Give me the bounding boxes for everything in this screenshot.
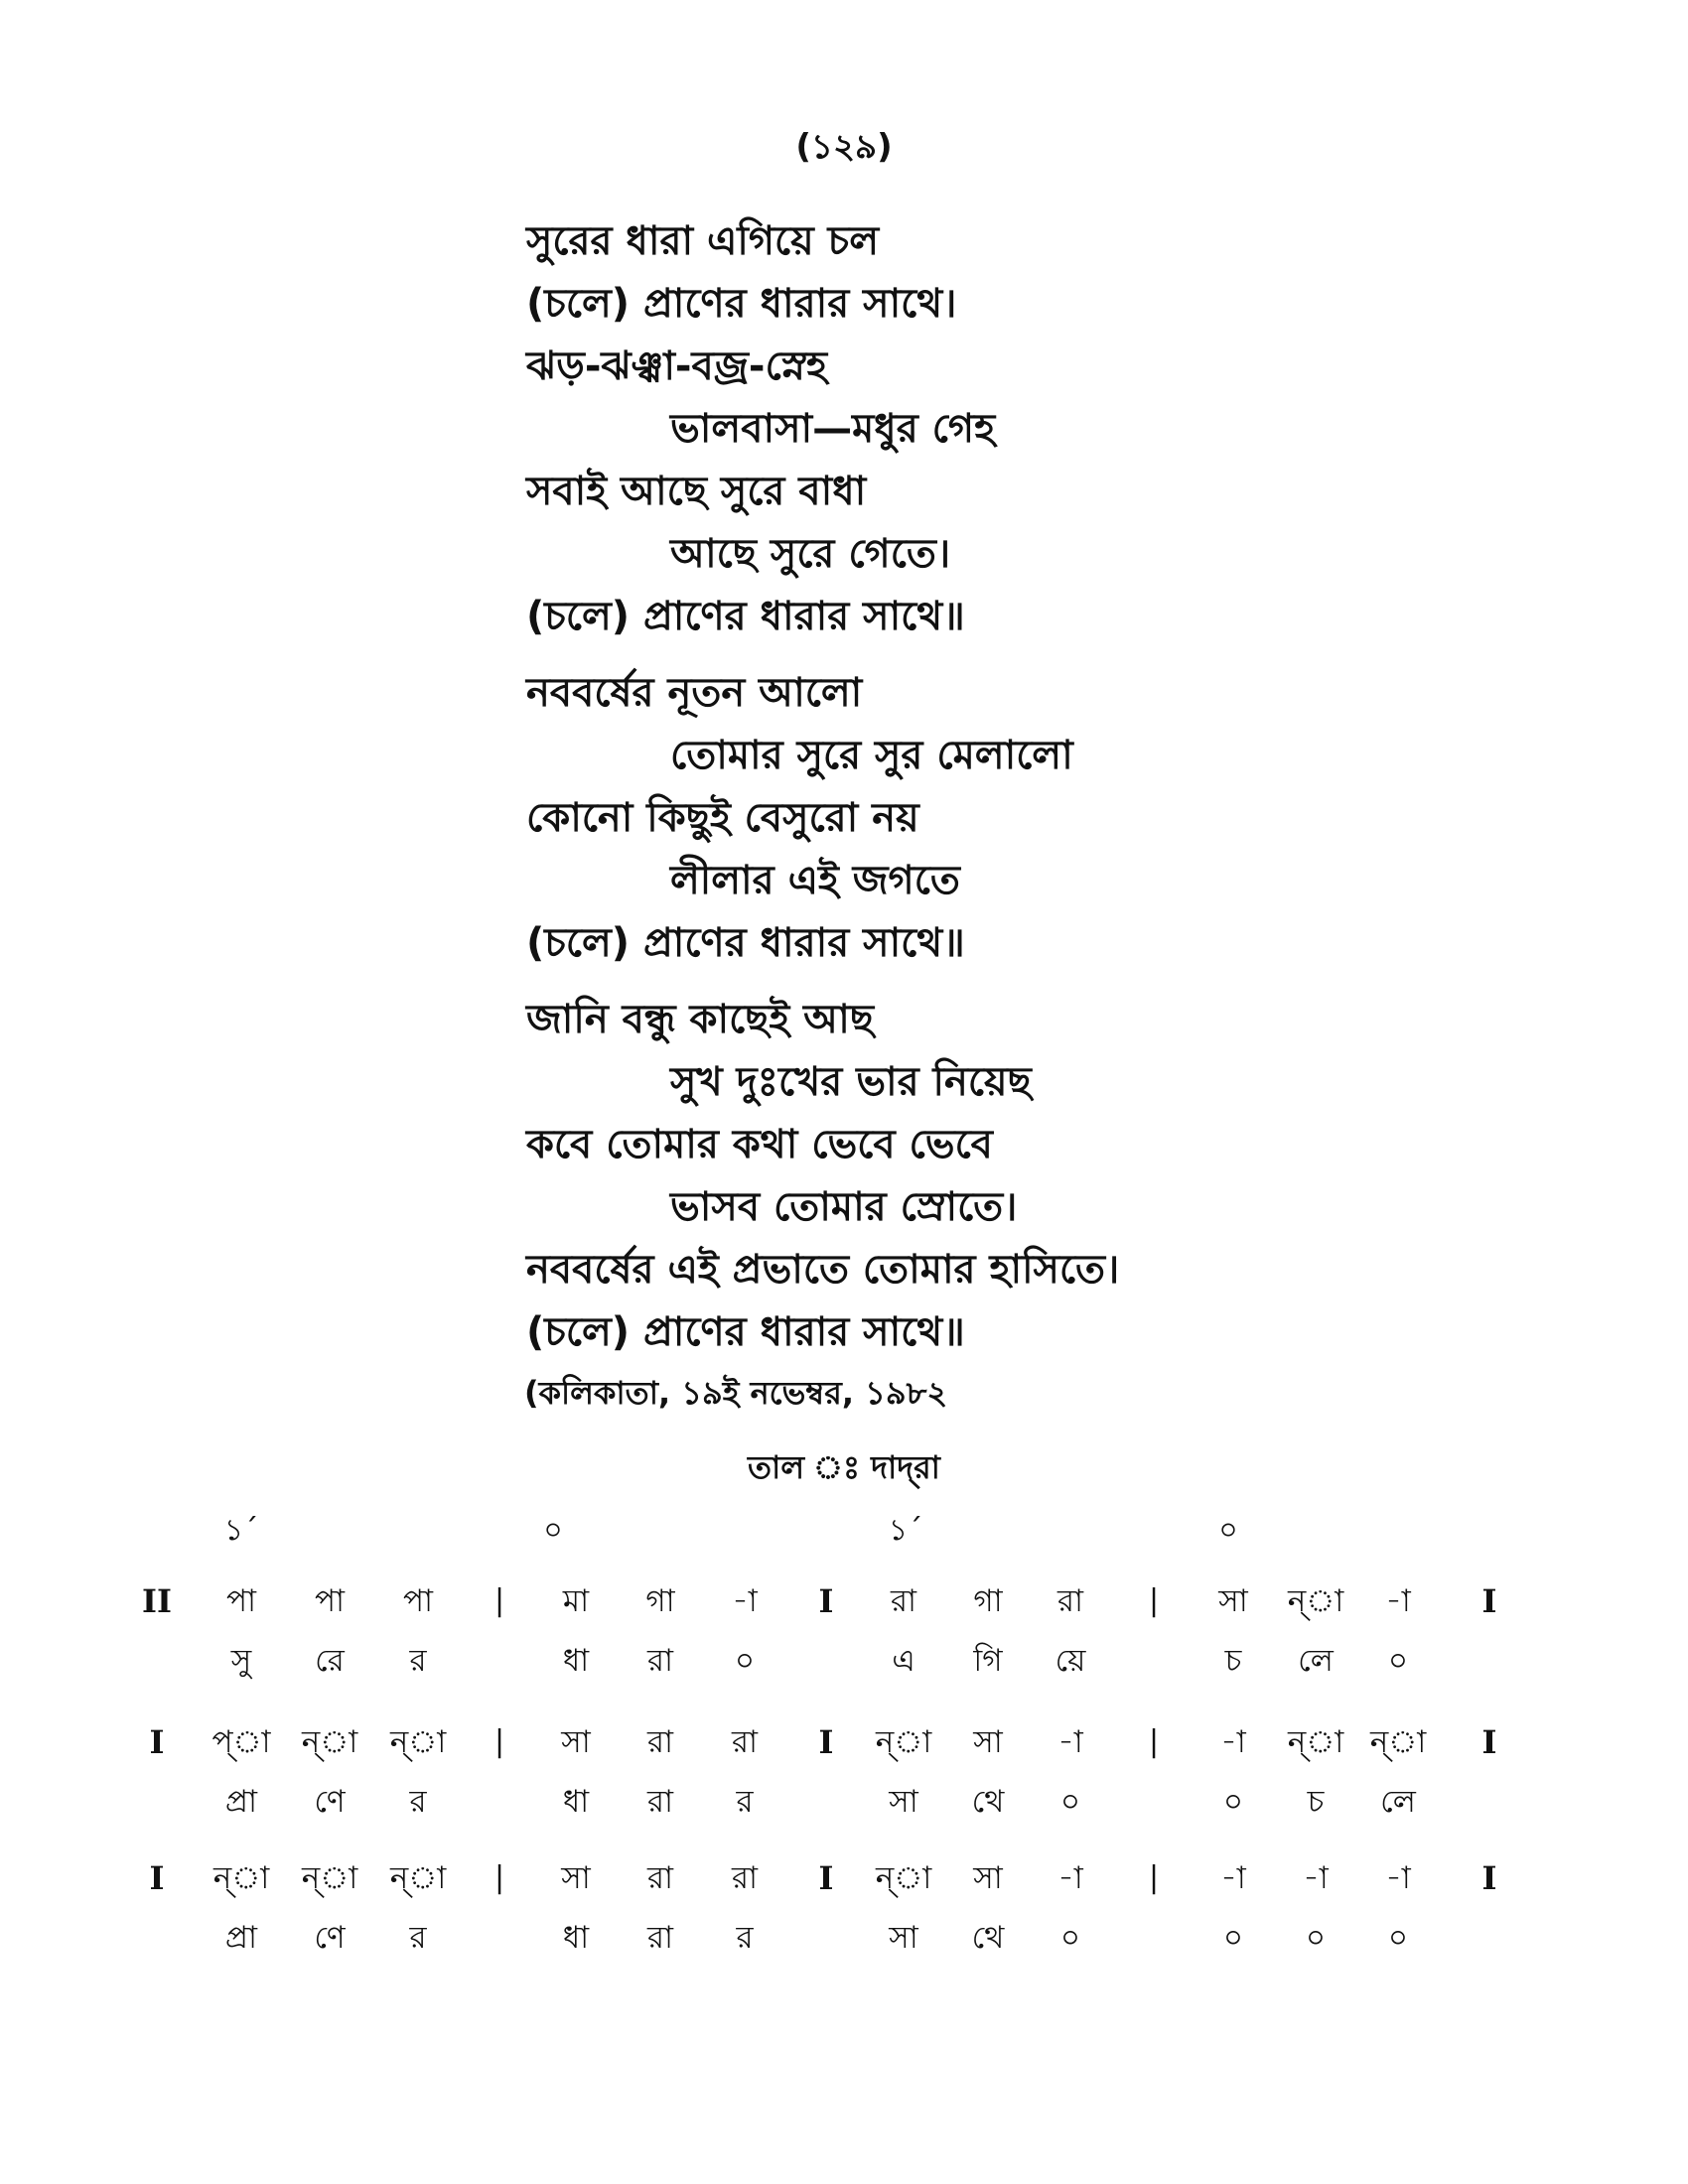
lyric-line: সবাই আছে সুরে বাধা (526, 469, 867, 514)
note: ন্‌া (875, 1860, 932, 1896)
lyric-line: নববর্ষের এই প্রভাতে তোমার হাসিতে। (526, 1247, 1120, 1293)
bar-line-start: I (149, 1723, 165, 1761)
bar-line: | (1148, 1860, 1160, 1895)
bar-line: | (493, 1724, 505, 1759)
note: পা (402, 1583, 434, 1619)
bar-line: I (818, 1859, 834, 1897)
lyric-syllable: ণে (314, 1784, 346, 1820)
lyric-line: জানি বন্ধু কাছেই আছ (526, 997, 875, 1042)
lyric-line: আছে সুরে গেতে। (670, 531, 951, 577)
tala-heading: তাল ঃ দাদ্‌রা (748, 1448, 940, 1486)
note: -া (1385, 1860, 1411, 1896)
lyric-line: সুখ দুঃখের ভার নিয়েছ (670, 1059, 1032, 1105)
lyric-syllable: লে (1380, 1784, 1416, 1820)
note: ন্‌া (1287, 1724, 1344, 1760)
note: ন্‌া (875, 1724, 932, 1760)
lyric-syllable: ০ (1222, 1784, 1244, 1820)
lyric-line: (চলে) প্রাণের ধারার সাথে। (526, 281, 957, 327)
lyric-syllable: ধা (562, 1643, 590, 1679)
note: ন্‌া (1287, 1583, 1344, 1619)
bar-line-end: I (1481, 1582, 1497, 1620)
note: সা (973, 1860, 1003, 1896)
lyric-line: (চলে) প্রাণের ধারার সাথে॥ (526, 920, 965, 966)
lyric-line: ঝড়-ঝঞ্ঝা-বজ্র-স্নেহ (526, 343, 828, 389)
beat-mark: ১´ (888, 1513, 923, 1548)
lyric-syllable: এ (892, 1643, 915, 1679)
bar-line: | (493, 1860, 505, 1895)
lyric-syllable: রা (646, 1920, 674, 1956)
lyric-syllable: ০ (1059, 1920, 1081, 1956)
note: গা (973, 1583, 1003, 1619)
note: -া (1057, 1724, 1083, 1760)
note: ন্‌া (389, 1724, 447, 1760)
note: রা (731, 1724, 759, 1760)
lyric-syllable: ০ (1387, 1920, 1409, 1956)
lyric-syllable: লে (1298, 1643, 1334, 1679)
lyric-syllable: চ (1224, 1643, 1242, 1679)
lyric-syllable: ধা (562, 1784, 590, 1820)
lyric-line: ভাসব তোমার স্রোতে। (670, 1184, 1018, 1230)
lyric-syllable: র (409, 1643, 427, 1679)
lyric-syllable: সু (230, 1643, 252, 1679)
note: সা (561, 1860, 591, 1896)
beat-mark: ০ (543, 1513, 563, 1548)
bar-line-end: I (1481, 1723, 1497, 1761)
note: রা (646, 1724, 674, 1760)
lyric-line: সুরের ধারা এগিয়ে চল (526, 218, 880, 264)
dateline: (কলিকাতা, ১৯ই নভেম্বর, ১৯৮২ (524, 1374, 948, 1412)
lyric-syllable: ০ (1059, 1784, 1081, 1820)
lyric-syllable: ধা (562, 1920, 590, 1956)
lyric-line: ভালবাসা—মধুর গেহ (670, 406, 996, 452)
beat-mark: ১´ (223, 1513, 259, 1548)
note: সা (561, 1724, 591, 1760)
note: সা (1218, 1583, 1248, 1619)
bar-line: I (818, 1723, 834, 1761)
note: প্‌া (211, 1724, 271, 1760)
note: ন্‌া (301, 1724, 358, 1760)
note: -া (1220, 1860, 1246, 1896)
note: রা (890, 1583, 917, 1619)
lyric-syllable: র (409, 1784, 427, 1820)
note: -া (1057, 1860, 1083, 1896)
note: ন্‌া (212, 1860, 270, 1896)
note: পা (314, 1583, 346, 1619)
lyric-syllable: ণে (314, 1920, 346, 1956)
bar-line: | (1148, 1583, 1160, 1618)
lyric-syllable: ০ (1305, 1920, 1327, 1956)
note: ন্‌া (301, 1860, 358, 1896)
beat-mark: ০ (1218, 1513, 1238, 1548)
lyric-syllable: রা (646, 1643, 674, 1679)
bar-line-start: I (149, 1859, 165, 1897)
lyric-syllable: থে (971, 1920, 1005, 1956)
bar-line-end: I (1481, 1859, 1497, 1897)
note: রা (646, 1860, 674, 1896)
page-number: (১২৯) (795, 127, 893, 167)
lyric-syllable: চ (1307, 1784, 1325, 1820)
lyric-line: কোনো কিছুই বেসুরো নয় (526, 795, 919, 841)
lyric-line: নববর্ষের নূতন আলো (526, 670, 863, 716)
lyric-syllable: প্রা (224, 1920, 258, 1956)
note: গা (645, 1583, 675, 1619)
lyric-syllable: থে (971, 1784, 1005, 1820)
lyric-syllable: ০ (734, 1643, 756, 1679)
note: -া (1220, 1724, 1246, 1760)
bar-line: | (1148, 1724, 1160, 1759)
note: -া (1303, 1860, 1329, 1896)
note: পা (225, 1583, 257, 1619)
lyric-syllable: ০ (1387, 1643, 1409, 1679)
note: রা (1056, 1583, 1084, 1619)
note: রা (731, 1860, 759, 1896)
lyric-syllable: র (409, 1920, 427, 1956)
bar-line: I (818, 1582, 834, 1620)
lyric-syllable: য়ে (1055, 1643, 1086, 1679)
lyric-syllable: সা (889, 1784, 918, 1820)
note: ন্‌া (389, 1860, 447, 1896)
note: মা (562, 1583, 590, 1619)
note: -া (1385, 1583, 1411, 1619)
lyric-line: তোমার সুরে সুর মেলালো (670, 733, 1073, 778)
note: -া (732, 1583, 758, 1619)
lyric-syllable: সা (889, 1920, 918, 1956)
lyric-line: (চলে) প্রাণের ধারার সাথে॥ (526, 594, 965, 639)
lyric-syllable: রে (315, 1643, 345, 1679)
bar-line-start: II (142, 1582, 172, 1620)
lyric-syllable: প্রা (224, 1784, 258, 1820)
lyric-line: লীলার এই জগতে (670, 858, 960, 903)
lyric-line: কবে তোমার কথা ভেবে ভেবে (526, 1122, 993, 1167)
lyric-syllable: গি (973, 1643, 1003, 1679)
lyric-syllable: ০ (1222, 1920, 1244, 1956)
note: সা (973, 1724, 1003, 1760)
note: ন্‌া (1369, 1724, 1427, 1760)
lyric-syllable: রা (646, 1784, 674, 1820)
lyric-line: (চলে) প্রাণের ধারার সাথে॥ (526, 1309, 965, 1355)
lyric-syllable: র (736, 1920, 754, 1956)
bar-line: | (493, 1583, 505, 1618)
lyric-syllable: র (736, 1784, 754, 1820)
